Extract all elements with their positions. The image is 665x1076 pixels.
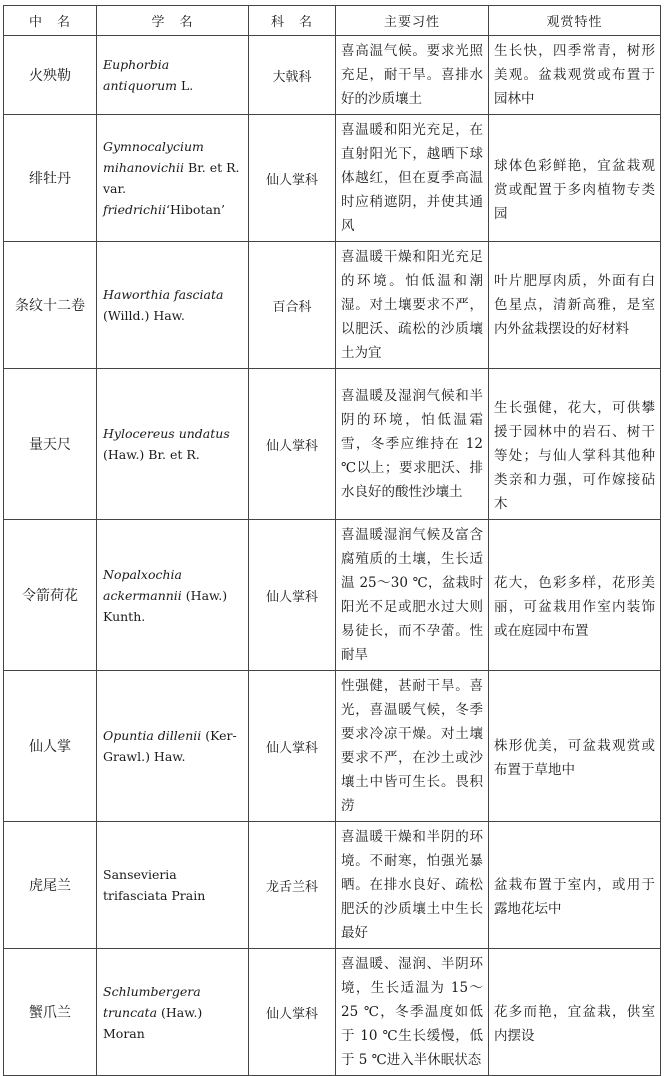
common-name-cell: 仙人掌 — [4, 671, 97, 822]
habit-cell: 喜温暖干燥和半阴的环境。不耐寒，怕强光暴晒。在排水良好、疏松肥沃的沙质壤土中生长最好 — [336, 822, 489, 949]
habit-cell: 喜温暖、湿润、半阴环境，生长适温为 15～25 ℃，冬季温度如低于 10 ℃生长缓慢，低于 5 ℃进入半休眠状态 — [336, 949, 489, 1076]
family-cell: 仙人掌科 — [249, 115, 336, 242]
scientific-name-cultivar: ‘Hibotan’ — [166, 202, 225, 217]
scientific-name-author: (Haw.) Br. et R. — [103, 447, 200, 462]
scientific-name-italic: Hylocereus undatus — [103, 426, 230, 441]
common-name-cell: 令箭荷花 — [4, 520, 97, 671]
header-row — [4, 6, 661, 36]
family-cell: 仙人掌科 — [249, 949, 336, 1076]
ornamental-text: 盆栽布置于室内，或用于露地花坛中 — [494, 877, 655, 917]
scientific-name-author: L. — [176, 78, 194, 93]
scientific-name-author: (Haw.) Kunth. — [103, 587, 228, 624]
table-row — [4, 115, 661, 242]
scientific-name-italic: Euphorbia antiquorum — [103, 57, 177, 93]
table-row — [4, 949, 661, 1076]
header-ornamental: 观赏特性 — [489, 6, 661, 36]
table-row — [4, 520, 661, 671]
common-name-cell: 蟹爪兰 — [4, 949, 97, 1076]
ornamental-cell: 生长快，四季常青，树形美观。盆栽观赏或布置于园林中 — [489, 36, 661, 115]
scientific-name-cell — [97, 36, 249, 115]
common-name-cell: 虎尾兰 — [4, 822, 97, 949]
scientific-name-cell — [97, 949, 249, 1076]
family-cell: 龙舌兰科 — [249, 822, 336, 949]
habit-cell: 喜温暖湿润气候及富含腐殖质的土壤，生长适温 25～30 ℃，盆栽时阳光不足或肥水过大则易徒长，而不孕蕾。性耐旱 — [336, 520, 489, 671]
table-row — [4, 822, 661, 949]
common-name-cell: 条纹十二卷 — [4, 242, 97, 369]
common-name-cell: 火殃勒 — [4, 36, 97, 115]
table-row — [4, 369, 661, 520]
family-cell: 仙人掌科 — [249, 671, 336, 822]
ornamental-text: 生长强健，花大，可供攀援于园林中的岩石、树干等处；与仙人掌科其他种类亲和力强，可作嫁接砧木 — [494, 400, 655, 512]
header-scientific-name: 学 名 — [97, 6, 249, 36]
family-cell: 大戟科 — [249, 36, 336, 115]
ornamental-cell — [489, 369, 661, 520]
plant-table — [3, 5, 661, 1076]
ornamental-cell: 叶片肥厚肉质，外面有白色星点，清新高雅，是室内外盆栽摆设的好材料 — [489, 242, 661, 369]
common-name-cell: 绯牡丹 — [4, 115, 97, 242]
scientific-name-italic: Opuntia dillenii — [103, 728, 202, 743]
habit-cell: 喜温暖和阳光充足，在直射阳光下，越晒下球体越红，但在夏季高温时应稍遮阴，并使其通风 — [336, 115, 489, 242]
scientific-name-italic: Haworthia fasciata — [103, 287, 224, 302]
scientific-name-author: (Ker-Grawl.) Haw. — [103, 728, 237, 764]
table-row — [4, 36, 661, 115]
ornamental-cell — [489, 115, 661, 242]
common-name-cell: 量天尺 — [4, 369, 97, 520]
scientific-name-italic: Nopalxochia ackermannii — [103, 566, 182, 603]
habit-cell: 喜高温气候。要求光照充足，耐干旱。喜排水好的沙质壤土 — [336, 36, 489, 115]
scientific-name-italic: Schlumbergera truncata — [103, 983, 201, 1020]
scientific-name-author: (Willd.) Haw. — [103, 308, 185, 323]
table-row — [4, 671, 661, 822]
header-habit: 主要习性 — [336, 6, 489, 36]
habit-cell: 喜温暖及湿润气候和半阴的环境，怕低温霜雪，冬季应维持在 12 ℃以上；要求肥沃、排水良好的酸性沙壤土 — [336, 369, 489, 520]
ornamental-text: 球体色彩鲜艳，宜盆栽观赏或配置于多肉植物专类园 — [494, 158, 655, 222]
scientific-name-italic-variety: friedrichii — [103, 202, 167, 217]
header-common-name: 中 名 — [4, 6, 97, 36]
scientific-name-cell: Sansevieria trifasciata Prain — [97, 822, 249, 949]
ornamental-cell — [489, 671, 661, 822]
ornamental-text: 花大，色彩多样，花形美丽，可盆栽用作室内装饰或在庭园中布置 — [494, 575, 655, 639]
scientific-name-cell — [97, 671, 249, 822]
habit-cell: 喜温暖干燥和阳光充足的环境。怕低温和潮湿。对土壤要求不严，以肥沃、疏松的沙质壤土为宜 — [336, 242, 489, 369]
header-family: 科 名 — [249, 6, 336, 36]
ornamental-cell — [489, 949, 661, 1076]
table-row — [4, 242, 661, 369]
scientific-name-cell — [97, 242, 249, 369]
ornamental-cell — [489, 520, 661, 671]
habit-cell: 性强健，甚耐干旱。喜光，喜温暖气候，冬季要求冷凉干燥。对土壤要求不严，在沙土或沙壤土中皆可生长。畏积涝 — [336, 671, 489, 822]
family-cell: 仙人掌科 — [249, 369, 336, 520]
ornamental-text: 花多而艳，宜盆栽，供室内摆设 — [494, 1004, 655, 1044]
scientific-name-italic: Gymnocalycium mihanovichii — [103, 139, 204, 175]
scientific-name-author: Br. et R. var. — [103, 160, 240, 196]
family-cell: 百合科 — [249, 242, 336, 369]
ornamental-text: 株形优美，可盆栽观赏或布置于草地中 — [494, 738, 655, 778]
scientific-name-cell — [97, 520, 249, 671]
ornamental-cell — [489, 822, 661, 949]
scientific-name-cell — [97, 369, 249, 520]
scientific-name-cell — [97, 115, 249, 242]
family-cell: 仙人掌科 — [249, 520, 336, 671]
scientific-name-author: (Haw.) Moran — [103, 1004, 203, 1041]
